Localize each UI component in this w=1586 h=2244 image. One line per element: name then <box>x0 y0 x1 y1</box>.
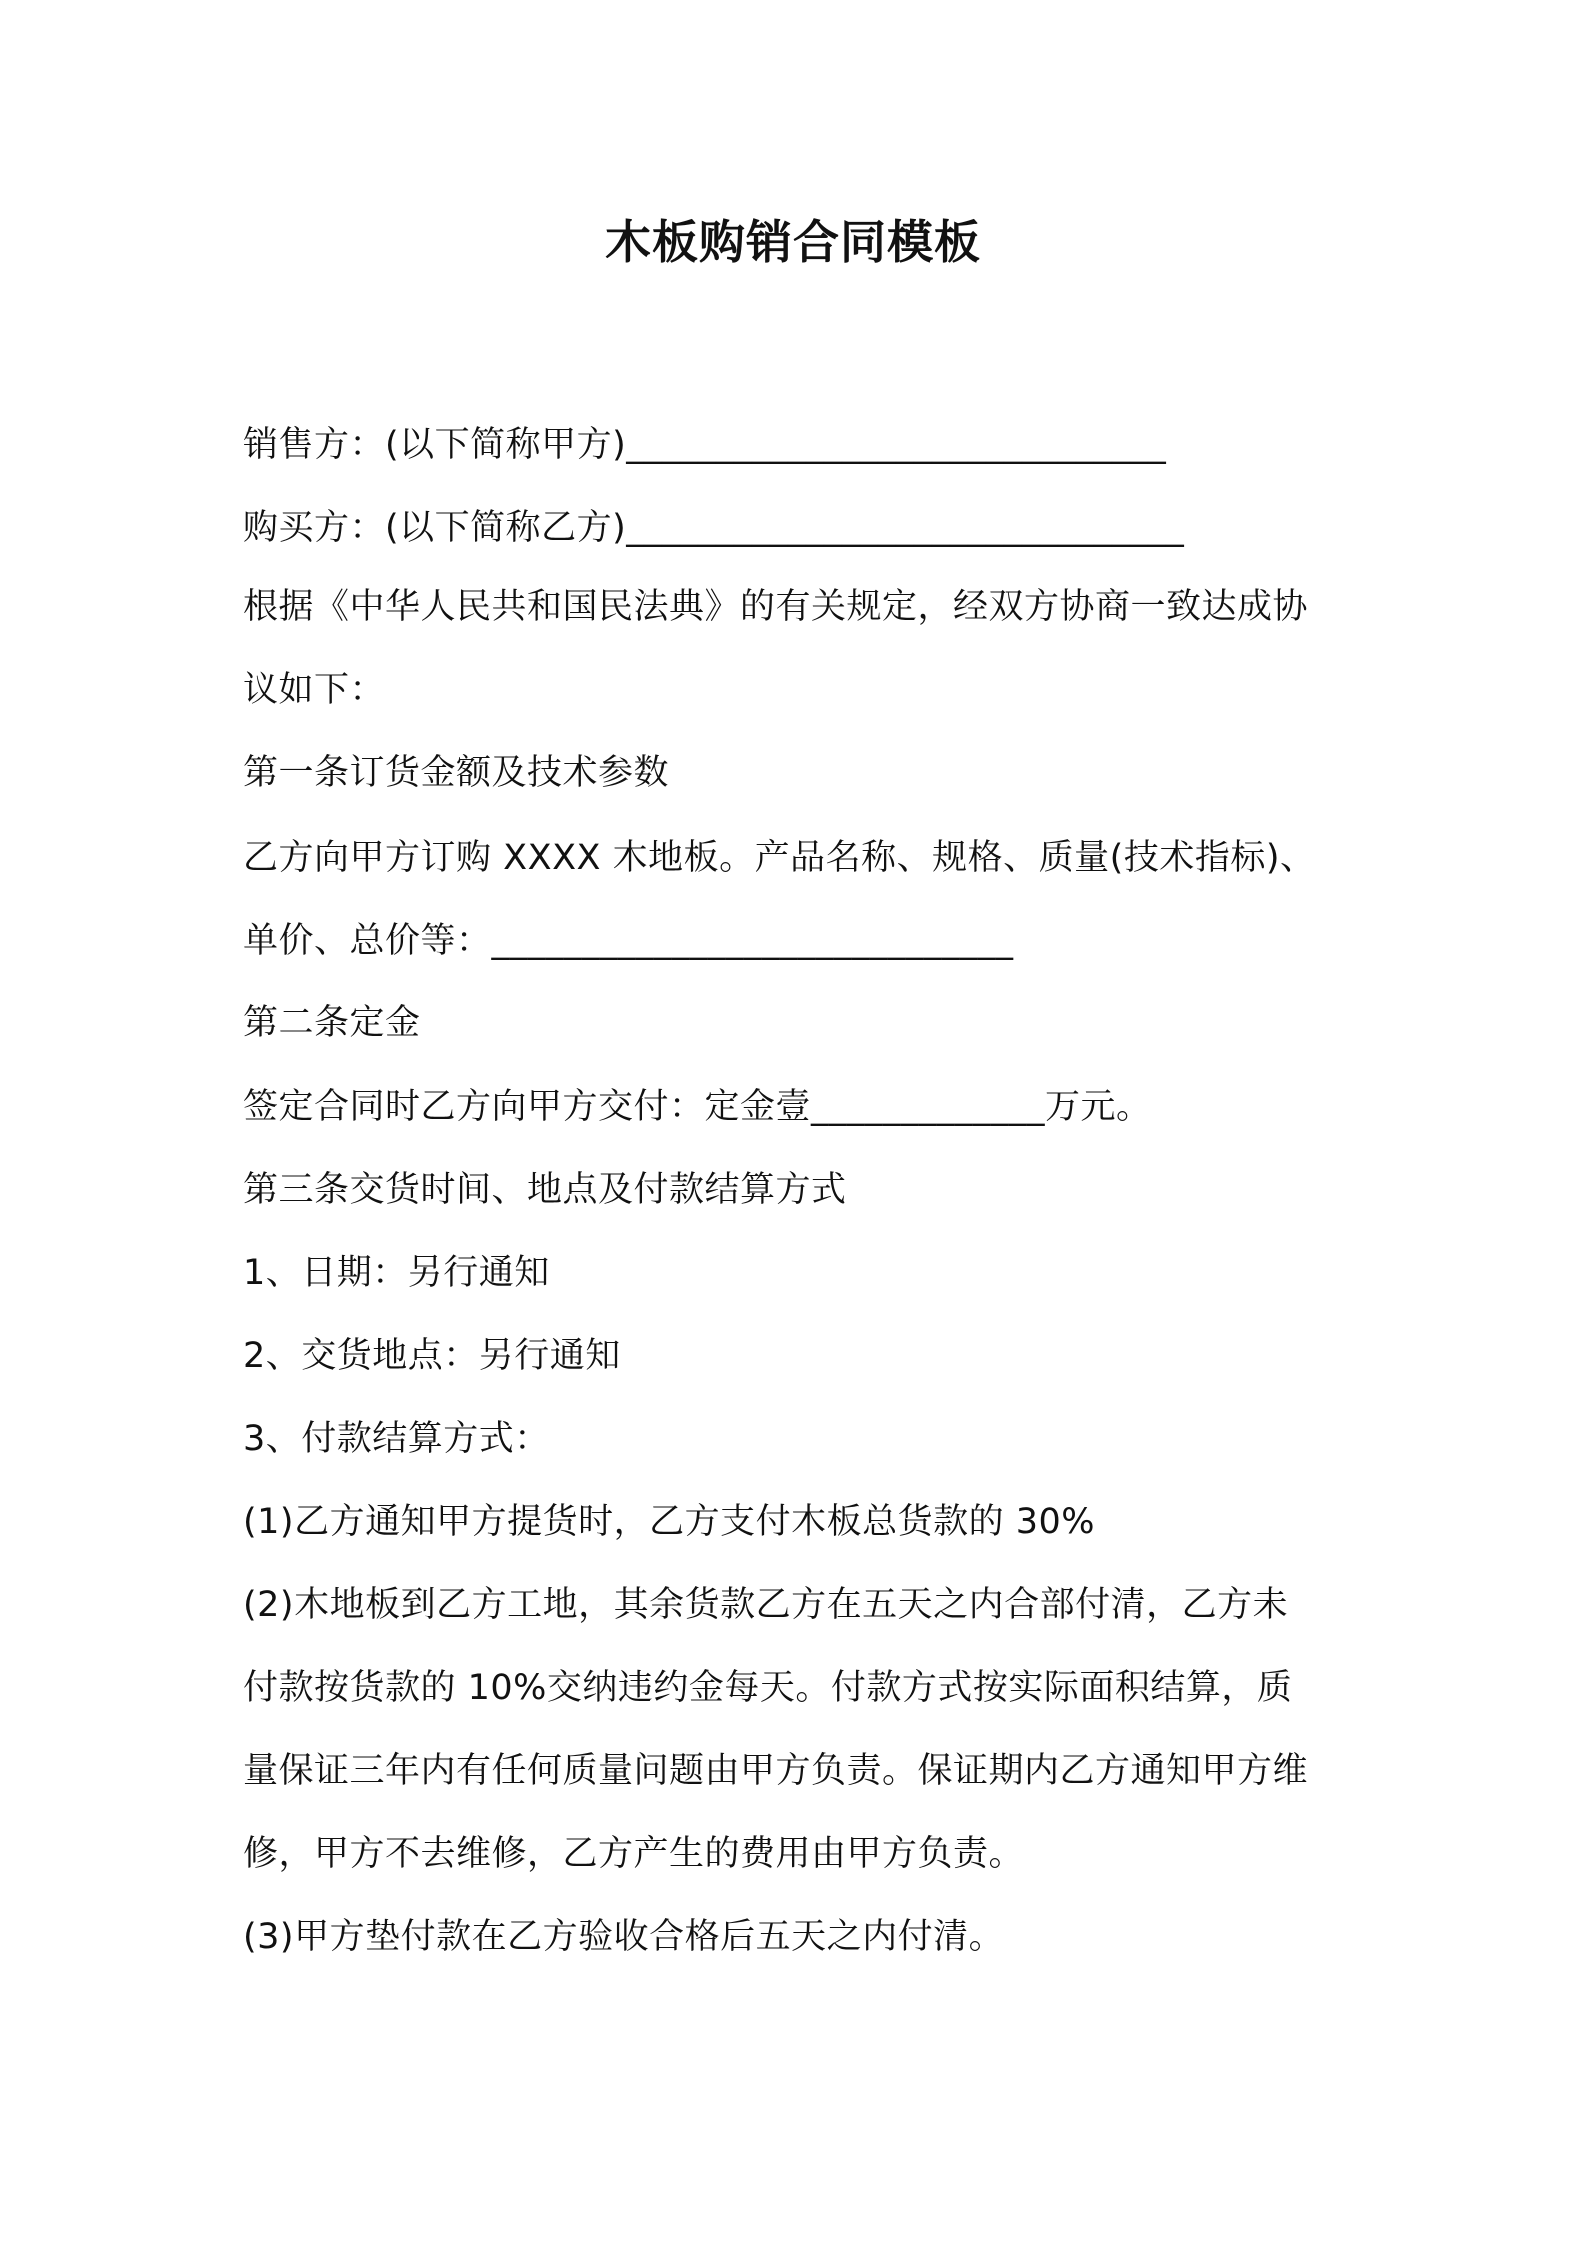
payment-clause-2-line-4: 修，甲方不去维修，乙方产生的费用由甲方负责。 <box>243 1834 1025 1874</box>
article-3-item-1: 1、日期：另行通知 <box>243 1253 550 1293</box>
article-3-item-3: 3、付款结算方式： <box>243 1419 550 1459</box>
preamble-line-2: 议如下： <box>243 670 386 710</box>
article-3-heading: 第三条交货时间、地点及付款结算方式 <box>243 1170 847 1210</box>
document-title: 木板购销合同模板 <box>605 215 981 269</box>
payment-clause-2-line-3: 量保证三年内有任何质量问题由甲方负责。保证期内乙方通知甲方维 <box>243 1751 1309 1791</box>
article-1-text-2: 单价、总价等：_____________________________ <box>243 921 1014 961</box>
preamble-line-1: 根据《中华人民共和国民法典》的有关规定，经双方协商一致达成协 <box>243 587 1309 627</box>
article-2-text: 签定合同时乙方向甲方交付：定金壹_____________万元。 <box>243 1087 1152 1127</box>
payment-clause-2-line-2: 付款按货款的 10%交纳违约金每天。付款方式按实际面积结算，质 <box>243 1668 1293 1708</box>
article-1-heading: 第一条订货金额及技术参数 <box>243 753 670 793</box>
article-3-item-2: 2、交货地点：另行通知 <box>243 1336 621 1376</box>
payment-clause-1: (1)乙方通知甲方提货时，乙方支付木板总货款的 30% <box>243 1502 1095 1542</box>
buyer-line: 购买方：(以下简称乙方)_______________________________ <box>243 508 1185 548</box>
payment-clause-2-line-1: (2)木地板到乙方工地，其余货款乙方在五天之内合部付清，乙方未 <box>243 1585 1289 1625</box>
seller-line: 销售方：(以下简称甲方)______________________________ <box>243 425 1167 465</box>
article-1-text-1: 乙方向甲方订购 XXXX 木地板。产品名称、规格、质量(技术指标)、 <box>243 838 1316 878</box>
article-2-heading: 第二条定金 <box>243 1003 421 1043</box>
payment-clause-3: (3)甲方垫付款在乙方验收合格后五天之内付清。 <box>243 1917 1005 1957</box>
